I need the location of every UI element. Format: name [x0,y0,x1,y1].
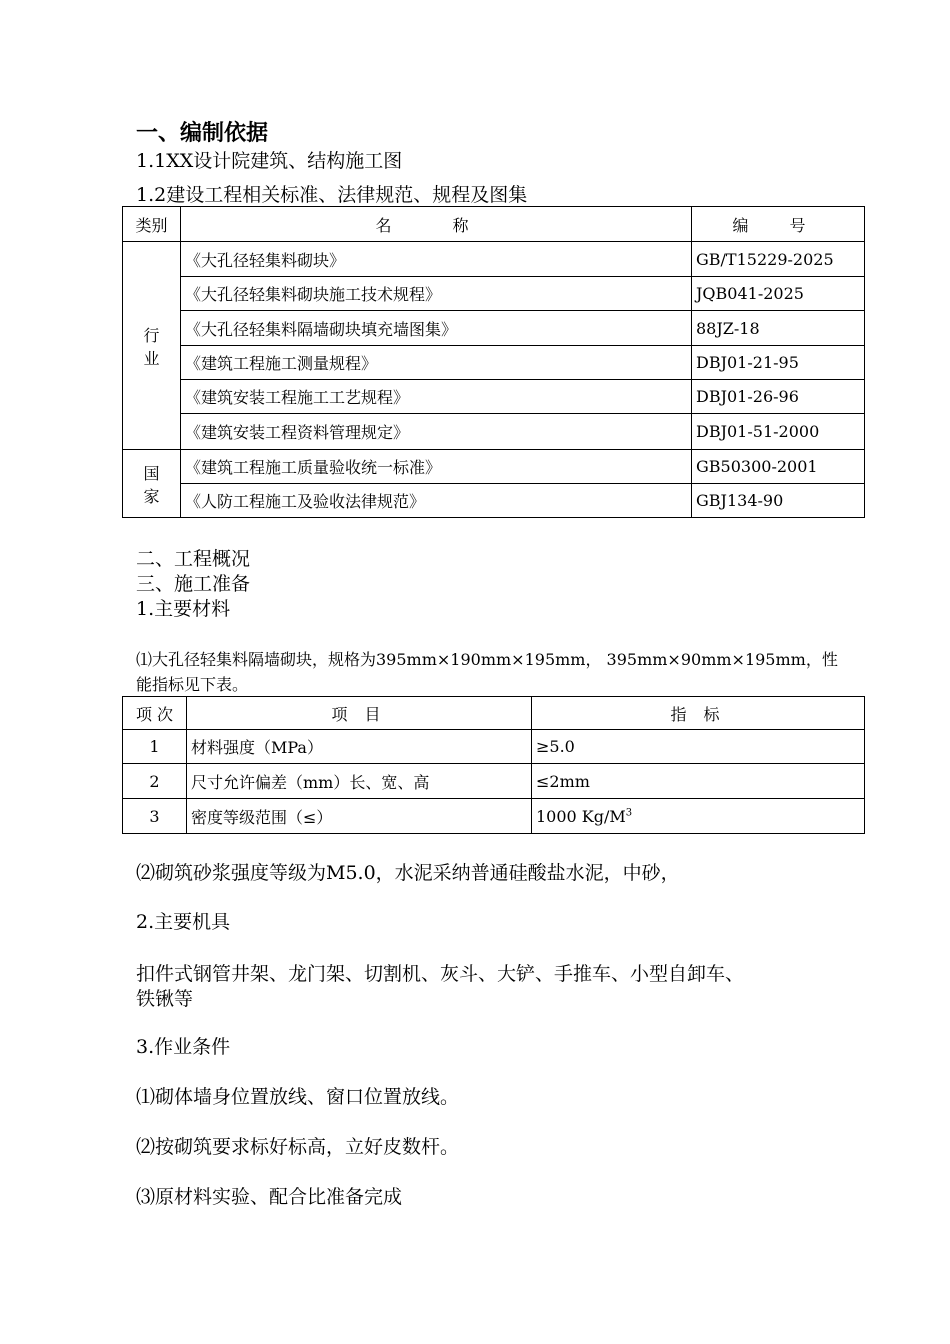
table-row [123,242,865,277]
table-row [123,450,865,484]
standard-code: DBJ01-26-96 [692,380,865,414]
section-title-basis: 一、编制依据 [136,121,269,146]
standard-name: 《大孔径轻集料隔墙砌块填充墙图集》 [181,311,692,346]
standard-name: 《建筑工程施工质量验收统一标准》 [181,450,692,484]
spec-index: 1000 Kg/M [536,806,626,826]
tools-line2: 铁锹等 [136,988,194,1010]
table-header-row [123,207,865,242]
standard-name: 《大孔径轻集料砌块》 [181,242,692,277]
standards-table [122,206,865,518]
spec-no: 1 [123,730,187,764]
category-char: 业 [143,348,160,368]
header-item: 项 目 [187,697,532,730]
subsection-materials: 1.主要材料 [136,598,231,620]
category-char: 行 [143,325,160,345]
table-row [123,764,865,799]
standard-code: GB50300-2001 [692,450,865,484]
standard-name: 《建筑工程施工测量规程》 [181,346,692,380]
category-char: 国 [143,463,160,483]
section-title-preparation: 三、施工准备 [136,573,251,595]
standard-code: DBJ01-21-95 [692,346,865,380]
section-title-overview: 二、工程概况 [136,548,251,570]
spec-item: 密度等级范围（≤） [187,799,532,834]
category-char: 家 [143,486,160,506]
category-cell-national [123,450,181,518]
standard-code: 88JZ-18 [692,311,865,346]
table-row [123,380,865,414]
standard-code: JQB041-2025 [692,277,865,311]
standard-code: DBJ01-51-2000 [692,414,865,450]
spec-index: ≤2mm [532,764,865,799]
table-header-row [123,697,865,730]
subsection-conditions: 3.作业条件 [136,1036,231,1058]
standard-name: 《建筑安装工程资料管理规定》 [181,414,692,450]
tools-line1: 扣件式钢管井架、龙门架、切割机、灰斗、大铲、手推车、小型自卸车、 [136,963,745,985]
spec-no: 3 [123,799,187,834]
condition-3: ⑶原材料实验、配合比准备完成 [136,1186,403,1208]
basis-item-1: 1.1XX设计院建筑、结构施工图 [136,150,403,172]
condition-2: ⑵按砌筑要求标好标高，立好皮数杆。 [136,1136,460,1158]
spec-item: 材料强度（MPa） [187,730,532,764]
table-row [123,346,865,380]
superscript: 3 [625,807,633,819]
standard-name: 《人防工程施工及验收法律规范》 [181,484,692,518]
header-code: 编 号 [692,207,865,242]
table-row [123,484,865,518]
table-row [123,799,865,834]
spec-index: ≥5.0 [532,730,865,764]
material-desc-line1: ⑴大孔径轻集料隔墙砌块，规格为395mm×190mm×195mm， 395mm×90mm×195mm，性 [136,650,838,669]
standard-code: GB/T15229-2025 [692,242,865,277]
spec-table [122,696,865,834]
subsection-tools: 2.主要机具 [136,911,231,933]
standard-name: 《大孔径轻集料砌块施工技术规程》 [181,277,692,311]
table-row [123,277,865,311]
mortar-text: ⑵砌筑砂浆强度等级为M5.0，水泥采纳普通硅酸盐水泥，中砂， [136,862,680,884]
header-index: 指 标 [532,697,865,730]
condition-1: ⑴砌体墙身位置放线、窗口位置放线。 [136,1086,460,1108]
material-desc-line2: 能指标见下表。 [136,675,249,694]
spec-index-cell [532,799,865,834]
table-row [123,311,865,346]
header-name: 名 称 [181,207,692,242]
table-row [123,730,865,764]
standard-code: GBJ134-90 [692,484,865,518]
header-no: 项 次 [123,697,187,730]
category-cell-industry [123,242,181,450]
table-row [123,414,865,450]
basis-item-2: 1.2建设工程相关标准、法律规范、规程及图集 [136,184,528,206]
spec-no: 2 [123,764,187,799]
standard-name: 《建筑安装工程施工工艺规程》 [181,380,692,414]
header-category: 类别 [123,207,181,242]
spec-item: 尺寸允许偏差（mm）长、宽、高 [187,764,532,799]
